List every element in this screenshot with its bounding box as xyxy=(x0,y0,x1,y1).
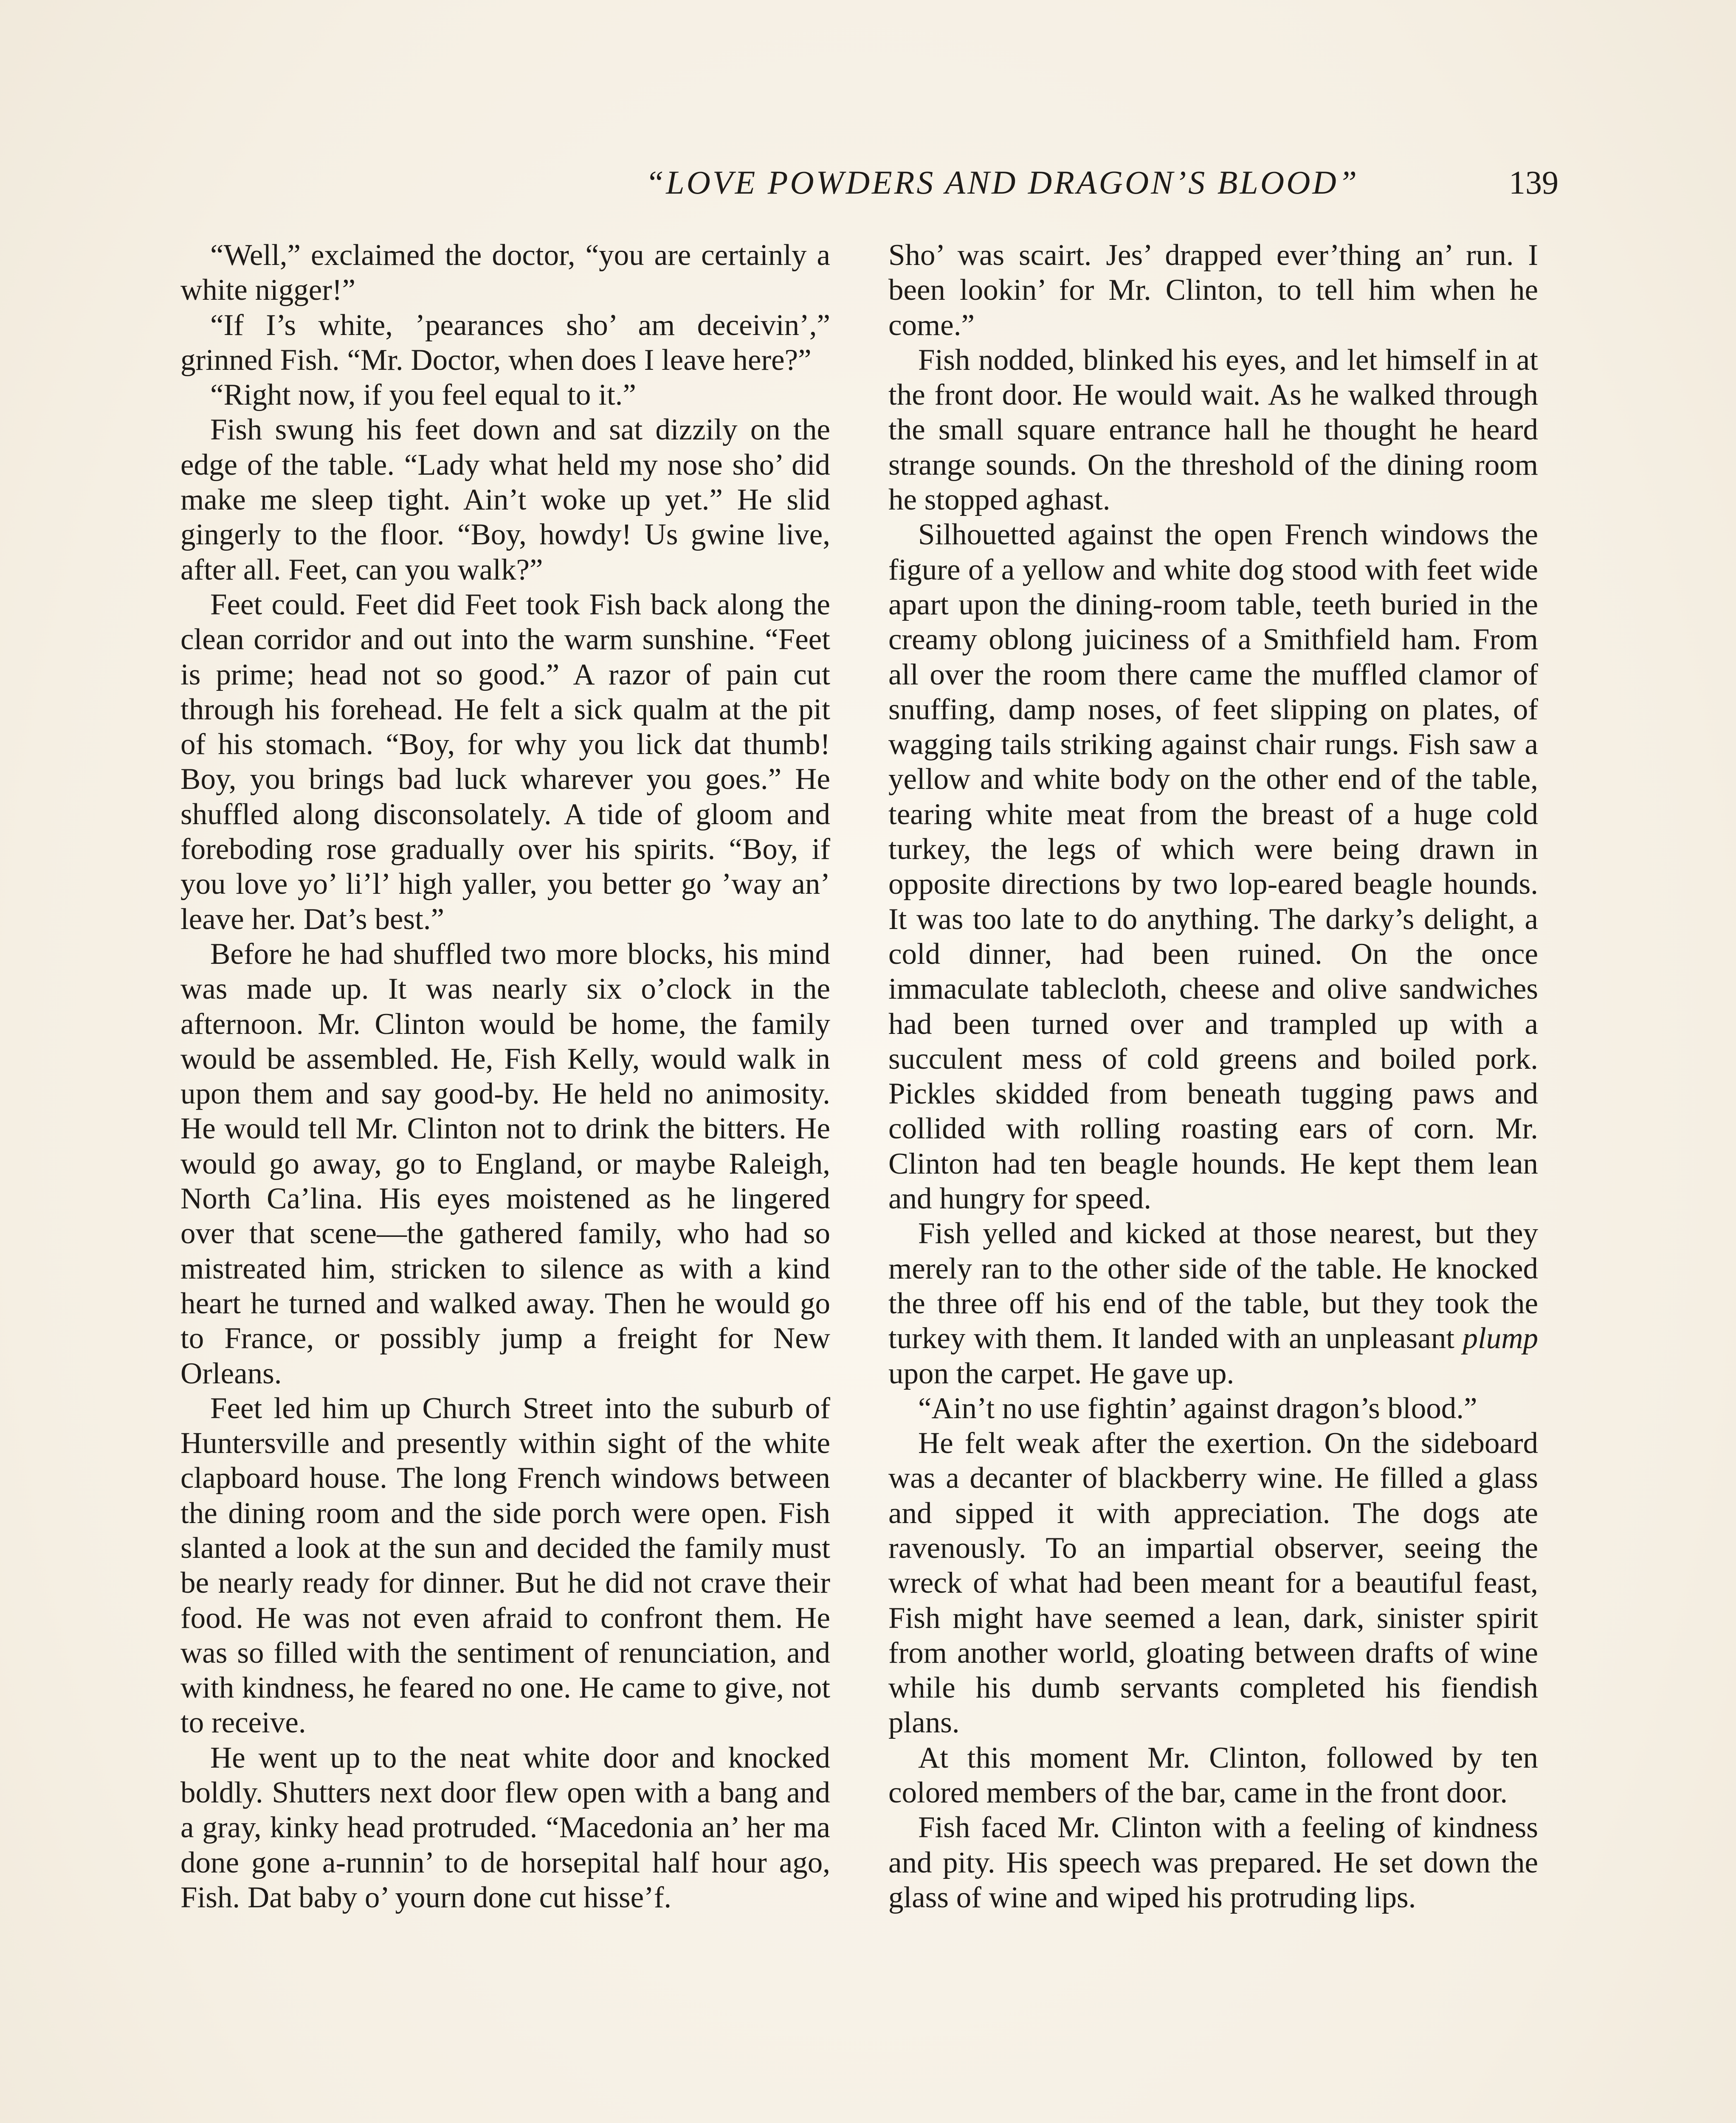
page-number: 139 xyxy=(1509,164,1558,201)
paragraph: “If I’s white, ’pearances sho’ am deceivin’,” grinned Fish. “Mr. Doctor, when does I leave here?” xyxy=(180,308,830,377)
paragraph: Fish nodded, blinked his eyes, and let himself in at the front door. He would wait. As he walked through the small square entrance hall he thought he heard strange sounds. On the threshold of the dining room he stopped aghast. xyxy=(888,343,1538,517)
paragraph: Silhouetted against the open French windows the figure of a yellow and white dog stood with feet wide apart upon the dining-room table, teeth buried in the creamy oblong juiciness of a Smithfield ham. From all over the room there came the muffled clamor of snuffing, damp noses, of feet slipping on plates, of wagging tails striking against chair rungs. Fish saw a yellow and white body on the other end of the table, tearing white meat from the breast of a huge cold turkey, the legs of which were being drawn in opposite directions by two lop-eared beagle hounds. It was too late to do anything. The darky’s delight, a cold dinner, had been ruined. On the once immaculate tablecloth, cheese and olive sandwiches had been turned over and trampled up with a succulent mess of cold greens and boiled pork. Pickles skidded from beneath tugging paws and collided with rolling roasting ears of corn. Mr. Clinton had ten beagle hounds. He kept them lean and hungry for speed. xyxy=(888,518,1538,1216)
paragraph: He felt weak after the exertion. On the sideboard was a decanter of blackberry wine. He filled a glass and sipped it with appreciation. The dogs ate ravenously. To an impartial observer, seeing the wreck of what had been meant for a beautiful feast, Fish might have seemed a lean, dark, sinister spirit from another world, gloating between drafts of wine while his dumb servants completed his fiendish plans. xyxy=(888,1427,1538,1740)
paragraph-text: Fish yelled and kicked at those nearest, but they merely ran to the other side of the table. He knocked the three off his end of the table, but they took the turkey with them. It landed with an unpleasant xyxy=(888,1217,1538,1355)
paragraph: Feet could. Feet did Feet took Fish back along the clean corridor and out into the warm sunshine. “Feet is prime; head not so good.” A razor of pain cut through his forehead. He felt a sick qualm at the pit of his stomach. “Boy, for why you lick dat thumb! Boy, you brings bad luck wharever you goes.” He shuffled along disconsolately. A tide of gloom and foreboding rose gradually over his spirits. “Boy, if you love yo’ li’l’ high yaller, you better go ’way an’ leave her. Dat’s best.” xyxy=(180,588,830,936)
paragraph-text: upon the carpet. He gave up. xyxy=(888,1357,1234,1390)
paragraph: “Right now, if you feel equal to it.” xyxy=(210,378,636,412)
paragraph: Feet led him up Church Street into the suburb of Huntersville and presently within sight of the white clapboard house. The long French windows between the dining room and the side porch were open. Fish slanted a look at the sun and decided the family must be nearly ready for dinner. But he did not crave their food. He was not even afraid to confront them. He was so filled with the sentiment of renunciation, and with kindness, he feared no one. He came to give, not to receive. xyxy=(180,1391,830,1740)
paragraph: He went up to the neat white door and knocked boldly. Shutters next door flew open with a bang and a gray, kinky head protruded. “Macedonia an’ her ma done gone a-runnin’ to de horsepital half hour ago, Fish. Dat baby o’ yourn done cut hisse’f. xyxy=(180,1741,830,1914)
continued-paragraph: Sho’ was scairt. Jes’ drapped ever’thing an’ run. I been lookin’ for Mr. Clinton, to tell him when he come.” xyxy=(888,239,1538,342)
right-text-column xyxy=(888,238,1538,1915)
italic-word: plump xyxy=(1463,1322,1539,1355)
left-text-column xyxy=(180,238,830,1915)
paragraph: “Well,” exclaimed the doctor, “you are certainly a white nigger!” xyxy=(180,239,830,307)
paragraph: Fish faced Mr. Clinton with a feeling of kindness and pity. His speech was prepared. He set down the glass of wine and wiped his protruding lips. xyxy=(888,1811,1538,1914)
paragraph: Fish swung his feet down and sat dizzily on the edge of the table. “Lady what held my nose sho’ did make me sleep tight. Ain’t woke up yet.” He slid gingerly to the floor. “Boy, howdy! Us gwine live, after all. Feet, can you walk?” xyxy=(180,413,830,586)
paragraph: At this moment Mr. Clinton, followed by ten colored members of the bar, came in the front door. xyxy=(888,1741,1538,1810)
running-title: “LOVE POWDERS AND DRAGON’S BLOOD” xyxy=(645,164,1359,201)
paragraph: “Ain’t no use fightin’ against dragon’s blood.” xyxy=(918,1391,1477,1425)
paragraph: Before he had shuffled two more blocks, his mind was made up. It was nearly six o’clock in the afternoon. Mr. Clinton would be home, the family would be assembled. He, Fish Kelly, would walk in upon them and say good-by. He held no animosity. He would tell Mr. Clinton not to drink the bitters. He would go away, go to England, or maybe Raleigh, North Ca’lina. His eyes moistened as he lingered over that scene—the gathered family, who had so mistreated him, stricken to silence as with a kind heart he turned and walked away. Then he would go to France, or possibly jump a freight for New Orleans. xyxy=(180,937,830,1390)
paragraph-with-emphasis xyxy=(888,1216,1538,1391)
